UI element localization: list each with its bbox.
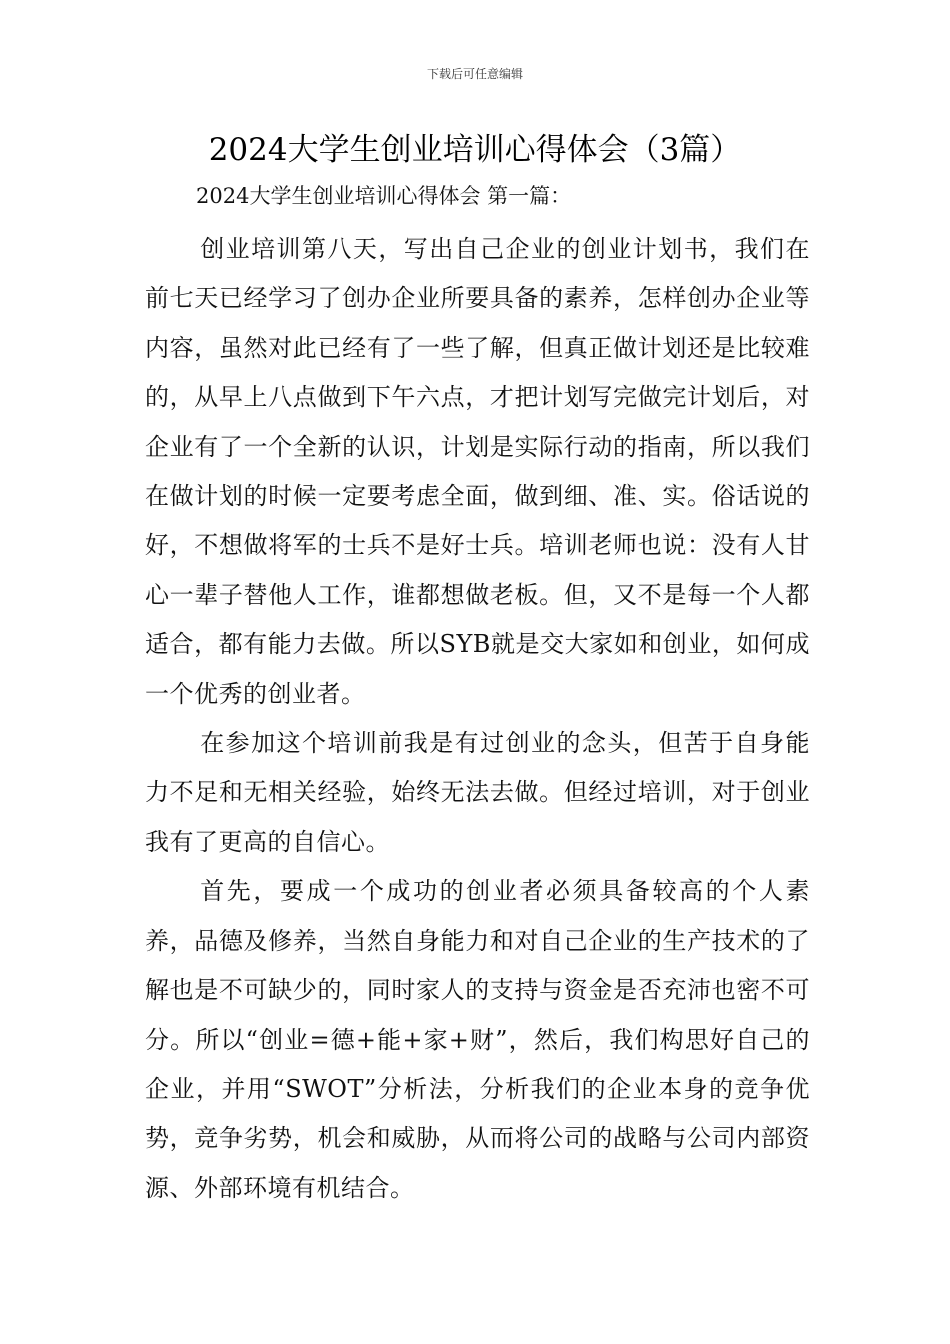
paragraph: 创业培训第八天，写出自己企业的创业计划书，我们在前七天已经学习了创办企业所要具备的素养，怎样创办企业等内容，虽然对此已经有了一些了解，但真正做计划还是比较难的，从早上八点做到下午六点，才把计划写完做完计划后，对企业有了一个全新的认识，计划是实际行动的指南，所以我们在做计划的时候一定要考虑全面，做到细、准、实。俗话说的好，不想做将军的士兵不是好士兵。培训老师也说：没有人甘心一辈子替他人工作，谁都想做老板。但，又不是每一个人都适合，都有能力去做。所以SYB就是交大家如和创业，如何成一个优秀的创业者。 bbox=[145, 235, 810, 708]
section-heading: 2024大学生创业培训心得体会 第一篇： bbox=[196, 184, 572, 208]
document-body bbox=[145, 225, 810, 1213]
paragraph: 首先，要成一个成功的创业者必须具备较高的个人素养，品德及修养，当然自身能力和对自己企业的生产技术的了解也是不可缺少的，同时家人的支持与资金是否充沛也密不可分。所以“创业=德+能+家+财”，然后，我们构思好自己的企业，并用“SWOT”分析法，分析我们的企业本身的竞争优势，竞争劣势，机会和威胁，从而将公司的战略与公司内部资源、外部环境有机结合。 bbox=[145, 877, 810, 1202]
paragraph: 在参加这个培训前我是有过创业的念头，但苦于自身能力不足和无相关经验，始终无法去做。但经过培训，对于创业我有了更高的自信心。 bbox=[145, 729, 810, 856]
document-title: 2024大学生创业培训心得体会（3篇） bbox=[208, 132, 742, 168]
header-note: 下载后可任意编辑 bbox=[426, 67, 523, 81]
